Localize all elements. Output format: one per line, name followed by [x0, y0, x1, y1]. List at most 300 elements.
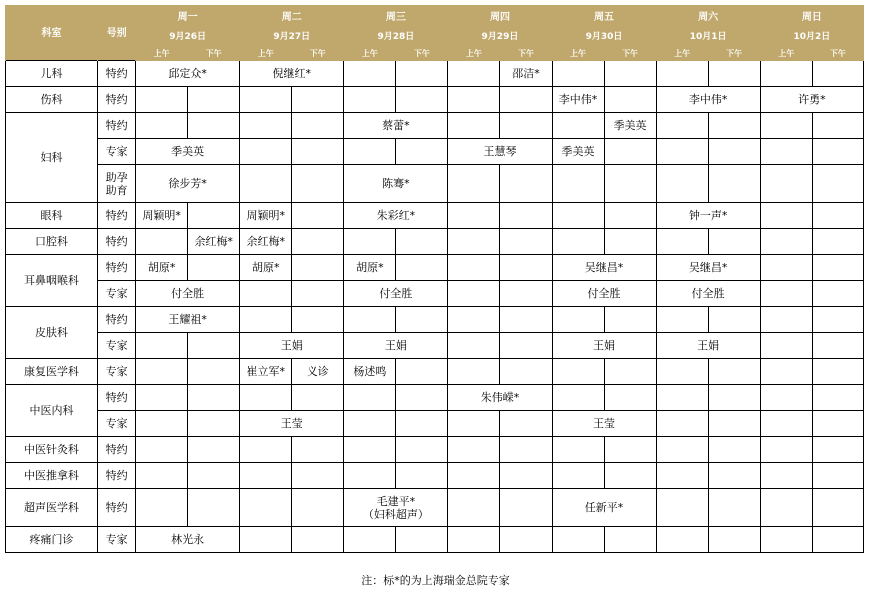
schedule-cell [656, 307, 708, 333]
table-row [6, 359, 864, 385]
header-date-sun: 10月2日 [760, 29, 863, 46]
schedule-cell [812, 307, 863, 333]
schedule-cell [500, 87, 552, 113]
table-row [6, 61, 864, 87]
header-pm: 下午 [500, 46, 552, 61]
schedule-cell: 徐步芳* [136, 165, 240, 203]
schedule-cell: 季美英 [604, 113, 656, 139]
table-row [6, 113, 864, 139]
schedule-cell [604, 165, 656, 203]
table-row [6, 307, 864, 333]
schedule-cell [240, 437, 292, 463]
schedule-cell [396, 437, 448, 463]
schedule-cell [604, 61, 656, 87]
type-cell: 特约 [98, 307, 136, 333]
schedule-cell [760, 61, 812, 87]
schedule-wrapper [5, 5, 864, 553]
schedule-cell [396, 255, 448, 281]
schedule-cell [708, 307, 760, 333]
schedule-cell [500, 307, 552, 333]
schedule-cell [448, 229, 500, 255]
schedule-cell [656, 385, 708, 411]
schedule-cell: 王娟 [240, 333, 344, 359]
schedule-cell: 任新平* [552, 489, 656, 527]
schedule-cell [812, 411, 863, 437]
schedule-cell: 王娟 [344, 333, 448, 359]
schedule-cell [500, 411, 552, 437]
type-cell [98, 165, 136, 203]
schedule-cell [136, 113, 188, 139]
schedule-cell [760, 139, 812, 165]
schedule-cell [292, 113, 344, 139]
schedule-cell [552, 203, 604, 229]
header-type: 号别 [98, 6, 136, 61]
header-day-tue: 周二 [240, 6, 344, 29]
schedule-cell: 胡原* [240, 255, 292, 281]
schedule-cell [812, 61, 863, 87]
table-row [6, 333, 864, 359]
schedule-cell [604, 437, 656, 463]
schedule-cell [812, 255, 863, 281]
schedule-cell [656, 489, 708, 527]
type-cell: 特约 [98, 203, 136, 229]
schedule-cell [552, 165, 604, 203]
schedule-cell [760, 281, 812, 307]
schedule-cell [448, 359, 500, 385]
schedule-cell [656, 229, 708, 255]
schedule-cell: 王慧琴 [448, 139, 552, 165]
schedule-cell [292, 203, 344, 229]
schedule-cell [604, 139, 656, 165]
schedule-cell [552, 307, 604, 333]
schedule-cell [812, 385, 863, 411]
schedule-cell: 付全胜 [656, 281, 760, 307]
schedule-cell [188, 203, 240, 229]
schedule-cell [708, 489, 760, 527]
schedule-cell: 付全胜 [344, 281, 448, 307]
schedule-cell [656, 139, 708, 165]
schedule-cell [292, 463, 344, 489]
schedule-cell [344, 463, 396, 489]
dept-cell: 康复医学科 [6, 359, 98, 385]
schedule-cell: 王娟 [656, 333, 760, 359]
schedule-cell [448, 437, 500, 463]
schedule-cell [396, 527, 448, 553]
schedule-cell [812, 229, 863, 255]
type-cell: 特约 [98, 463, 136, 489]
schedule-cell [240, 165, 292, 203]
schedule-cell [292, 87, 344, 113]
schedule-cell [812, 463, 863, 489]
schedule-cell [552, 527, 604, 553]
schedule-cell [760, 165, 812, 203]
schedule-cell [292, 165, 344, 203]
schedule-cell [240, 281, 292, 307]
schedule-cell: 蔡蕾* [344, 113, 448, 139]
schedule-cell [812, 281, 863, 307]
schedule-cell: 余红梅* [240, 229, 292, 255]
header-date-sat: 10月1日 [656, 29, 760, 46]
schedule-cell [448, 307, 500, 333]
schedule-cell [292, 307, 344, 333]
schedule-cell [448, 333, 500, 359]
schedule-cell [448, 113, 500, 139]
header-day-sat: 周六 [656, 6, 760, 29]
schedule-cell [708, 527, 760, 553]
type-cell: 专家 [98, 281, 136, 307]
schedule-cell: 季美英 [552, 139, 604, 165]
schedule-cell [760, 463, 812, 489]
schedule-cell [240, 307, 292, 333]
schedule-cell [760, 333, 812, 359]
table-row [6, 203, 864, 229]
dept-cell: 眼科 [6, 203, 98, 229]
schedule-cell [136, 87, 188, 113]
schedule-cell [604, 87, 656, 113]
schedule-cell: 邵洁* [500, 61, 552, 87]
schedule-cell [656, 527, 708, 553]
schedule-cell [396, 359, 448, 385]
header-pm: 下午 [812, 46, 863, 61]
schedule-cell [656, 411, 708, 437]
schedule-cell [812, 489, 863, 527]
type-cell: 特约 [98, 255, 136, 281]
schedule-cell [812, 113, 863, 139]
type-cell: 专家 [98, 411, 136, 437]
schedule-cell [344, 411, 396, 437]
header-date-fri: 9月30日 [552, 29, 656, 46]
schedule-cell [344, 527, 396, 553]
schedule-cell [396, 139, 448, 165]
schedule-cell: 钟一声* [656, 203, 760, 229]
schedule-cell [344, 229, 396, 255]
schedule-cell [344, 61, 396, 87]
schedule-cell: 崔立军* [240, 359, 292, 385]
header-date-wed: 9月28日 [344, 29, 448, 46]
schedule-cell [552, 385, 604, 411]
schedule-cell [396, 463, 448, 489]
schedule-cell [240, 463, 292, 489]
dept-cell: 中医推拿科 [6, 463, 98, 489]
table-row [6, 87, 864, 113]
schedule-cell [552, 463, 604, 489]
table-row [6, 229, 864, 255]
schedule-cell: 王娟 [552, 333, 656, 359]
table-row [6, 165, 864, 203]
dept-cell: 中医针灸科 [6, 437, 98, 463]
schedule-cell: 胡原* [136, 255, 188, 281]
schedule-cell [812, 203, 863, 229]
schedule-cell: 李中伟* [552, 87, 604, 113]
schedule-cell [552, 437, 604, 463]
header-pm: 下午 [292, 46, 344, 61]
schedule-cell [240, 489, 292, 527]
schedule-cell [240, 527, 292, 553]
schedule-table [5, 5, 864, 553]
schedule-cell [344, 139, 396, 165]
schedule-cell [552, 113, 604, 139]
table-row [6, 463, 864, 489]
schedule-cell [604, 203, 656, 229]
header-day-mon: 周一 [136, 6, 240, 29]
type-label-fertility: 助孕 助育 [105, 170, 128, 197]
schedule-cell [500, 489, 552, 527]
schedule-cell [448, 281, 500, 307]
schedule-cell [812, 437, 863, 463]
type-cell: 特约 [98, 385, 136, 411]
schedule-cell [448, 203, 500, 229]
schedule-cell [760, 385, 812, 411]
schedule-cell [292, 229, 344, 255]
header-date-mon: 9月26日 [136, 29, 240, 46]
schedule-cell [812, 359, 863, 385]
header-am: 上午 [240, 46, 292, 61]
schedule-cell: 吴继昌* [656, 255, 760, 281]
header-am: 上午 [448, 46, 500, 61]
schedule-cell [188, 113, 240, 139]
schedule-cell: 王莹 [552, 411, 656, 437]
header-pm: 下午 [396, 46, 448, 61]
header-pm: 下午 [604, 46, 656, 61]
table-row [6, 437, 864, 463]
header-day-sun: 周日 [760, 6, 863, 29]
schedule-cell [396, 385, 448, 411]
schedule-cell [656, 437, 708, 463]
schedule-cell [136, 463, 188, 489]
dept-cell: 妇科 [6, 113, 98, 203]
schedule-cell: 义诊 [292, 359, 344, 385]
type-cell: 专家 [98, 359, 136, 385]
type-cell: 专家 [98, 139, 136, 165]
dept-cell: 儿科 [6, 61, 98, 87]
schedule-cell [448, 411, 500, 437]
schedule-cell [136, 333, 188, 359]
schedule-cell [188, 437, 240, 463]
header-day-thu: 周四 [448, 6, 552, 29]
type-cell: 特约 [98, 489, 136, 527]
header-pm: 下午 [708, 46, 760, 61]
type-cell: 专家 [98, 333, 136, 359]
schedule-cell [344, 307, 396, 333]
schedule-cell [760, 229, 812, 255]
schedule-cell [656, 165, 708, 203]
schedule-cell [292, 255, 344, 281]
schedule-cell [188, 255, 240, 281]
schedule-cell [188, 333, 240, 359]
schedule-cell [240, 113, 292, 139]
schedule-cell [760, 359, 812, 385]
table-body [6, 61, 864, 553]
schedule-cell [292, 489, 344, 527]
schedule-cell [604, 385, 656, 411]
table-header [6, 6, 864, 61]
table-row [6, 489, 864, 527]
header-am: 上午 [656, 46, 708, 61]
header-am: 上午 [760, 46, 812, 61]
schedule-cell [188, 359, 240, 385]
header-am: 上午 [552, 46, 604, 61]
header-pm: 下午 [188, 46, 240, 61]
header-am: 上午 [136, 46, 188, 61]
schedule-cell [812, 139, 863, 165]
schedule-cell [396, 307, 448, 333]
schedule-cell [500, 229, 552, 255]
schedule-cell [344, 385, 396, 411]
schedule-cell: 胡原* [344, 255, 396, 281]
schedule-cell [448, 255, 500, 281]
schedule-cell [188, 489, 240, 527]
table-row [6, 255, 864, 281]
schedule-cell [136, 359, 188, 385]
schedule-cell [604, 527, 656, 553]
type-cell: 特约 [98, 437, 136, 463]
schedule-cell [760, 437, 812, 463]
schedule-cell: 王莹 [240, 411, 344, 437]
schedule-cell [500, 203, 552, 229]
schedule-cell [760, 489, 812, 527]
header-day-wed: 周三 [344, 6, 448, 29]
schedule-cell [448, 489, 500, 527]
schedule-cell [760, 411, 812, 437]
schedule-cell [760, 203, 812, 229]
footnote: 注：标*的为上海瑞金总院专家 [361, 574, 510, 587]
dept-cell: 耳鼻咽喉科 [6, 255, 98, 307]
table-row [6, 385, 864, 411]
schedule-cell [500, 165, 552, 203]
schedule-cell [136, 489, 188, 527]
schedule-cell [448, 463, 500, 489]
schedule-cell [604, 229, 656, 255]
schedule-cell [708, 229, 760, 255]
schedule-cell: 朱伟嵘* [448, 385, 552, 411]
schedule-cell: 林光永 [136, 527, 240, 553]
schedule-cell [760, 307, 812, 333]
schedule-cell [812, 333, 863, 359]
schedule-cell [552, 229, 604, 255]
table-row [6, 527, 864, 553]
schedule-cell [760, 113, 812, 139]
schedule-cell [604, 359, 656, 385]
schedule-cell [344, 87, 396, 113]
dept-cell: 中医内科 [6, 385, 98, 437]
schedule-cell [552, 359, 604, 385]
schedule-cell [240, 139, 292, 165]
schedule-cell [708, 437, 760, 463]
header-am: 上午 [344, 46, 396, 61]
table-row [6, 281, 864, 307]
schedule-cell [500, 527, 552, 553]
schedule-cell [344, 437, 396, 463]
schedule-cell [500, 437, 552, 463]
dept-cell: 伤科 [6, 87, 98, 113]
schedule-cell [708, 359, 760, 385]
type-cell: 特约 [98, 229, 136, 255]
schedule-cell [136, 385, 188, 411]
schedule-cell [656, 359, 708, 385]
table-row [6, 411, 864, 437]
schedule-cell [448, 61, 500, 87]
schedule-cell [656, 61, 708, 87]
schedule-cell [188, 411, 240, 437]
dept-cell: 皮肤科 [6, 307, 98, 359]
dept-cell: 超声医学科 [6, 489, 98, 527]
schedule-cell: 周颖明* [240, 203, 292, 229]
table-row [6, 139, 864, 165]
ultra-wed-text: 毛建平* （妇科超声） [362, 494, 429, 521]
schedule-cell [292, 385, 344, 411]
schedule-cell [292, 437, 344, 463]
schedule-cell [708, 385, 760, 411]
schedule-cell: 王耀祖* [136, 307, 240, 333]
schedule-cell [448, 527, 500, 553]
schedule-cell [760, 527, 812, 553]
schedule-cell [760, 255, 812, 281]
schedule-cell [500, 255, 552, 281]
schedule-cell [708, 139, 760, 165]
type-cell: 特约 [98, 87, 136, 113]
type-cell: 特约 [98, 113, 136, 139]
schedule-cell [136, 411, 188, 437]
schedule-cell: 杨述鸣 [344, 359, 396, 385]
schedule-cell [708, 411, 760, 437]
schedule-cell [396, 87, 448, 113]
schedule-cell [812, 527, 863, 553]
schedule-cell [292, 527, 344, 553]
schedule-cell [240, 87, 292, 113]
schedule-cell: 倪继红* [240, 61, 344, 87]
schedule-cell [188, 385, 240, 411]
schedule-cell: 邱定众* [136, 61, 240, 87]
schedule-cell: 李中伟* [656, 87, 760, 113]
schedule-cell [500, 113, 552, 139]
schedule-cell [500, 359, 552, 385]
schedule-cell [552, 61, 604, 87]
schedule-cell [344, 489, 448, 527]
schedule-cell [136, 437, 188, 463]
schedule-cell [448, 87, 500, 113]
schedule-cell [708, 113, 760, 139]
schedule-cell [396, 61, 448, 87]
schedule-cell [448, 165, 500, 203]
schedule-cell: 吴继昌* [552, 255, 656, 281]
schedule-cell: 朱彩红* [344, 203, 448, 229]
schedule-cell [188, 463, 240, 489]
header-date-tue: 9月27日 [240, 29, 344, 46]
header-date-thu: 9月29日 [448, 29, 552, 46]
schedule-cell [500, 281, 552, 307]
schedule-cell [500, 463, 552, 489]
schedule-cell [188, 87, 240, 113]
schedule-cell [396, 229, 448, 255]
schedule-cell [604, 463, 656, 489]
schedule-cell: 季美英 [136, 139, 240, 165]
schedule-cell [136, 229, 188, 255]
schedule-cell [292, 281, 344, 307]
type-cell: 特约 [98, 61, 136, 87]
schedule-cell [604, 307, 656, 333]
schedule-cell [292, 139, 344, 165]
header-day-fri: 周五 [552, 6, 656, 29]
schedule-cell [708, 463, 760, 489]
schedule-cell: 付全胜 [552, 281, 656, 307]
dept-cell: 疼痛门诊 [6, 527, 98, 553]
schedule-cell [396, 411, 448, 437]
header-dept: 科室 [6, 6, 98, 61]
schedule-cell [500, 333, 552, 359]
schedule-cell [240, 385, 292, 411]
schedule-cell: 陈骞* [344, 165, 448, 203]
type-cell: 专家 [98, 527, 136, 553]
